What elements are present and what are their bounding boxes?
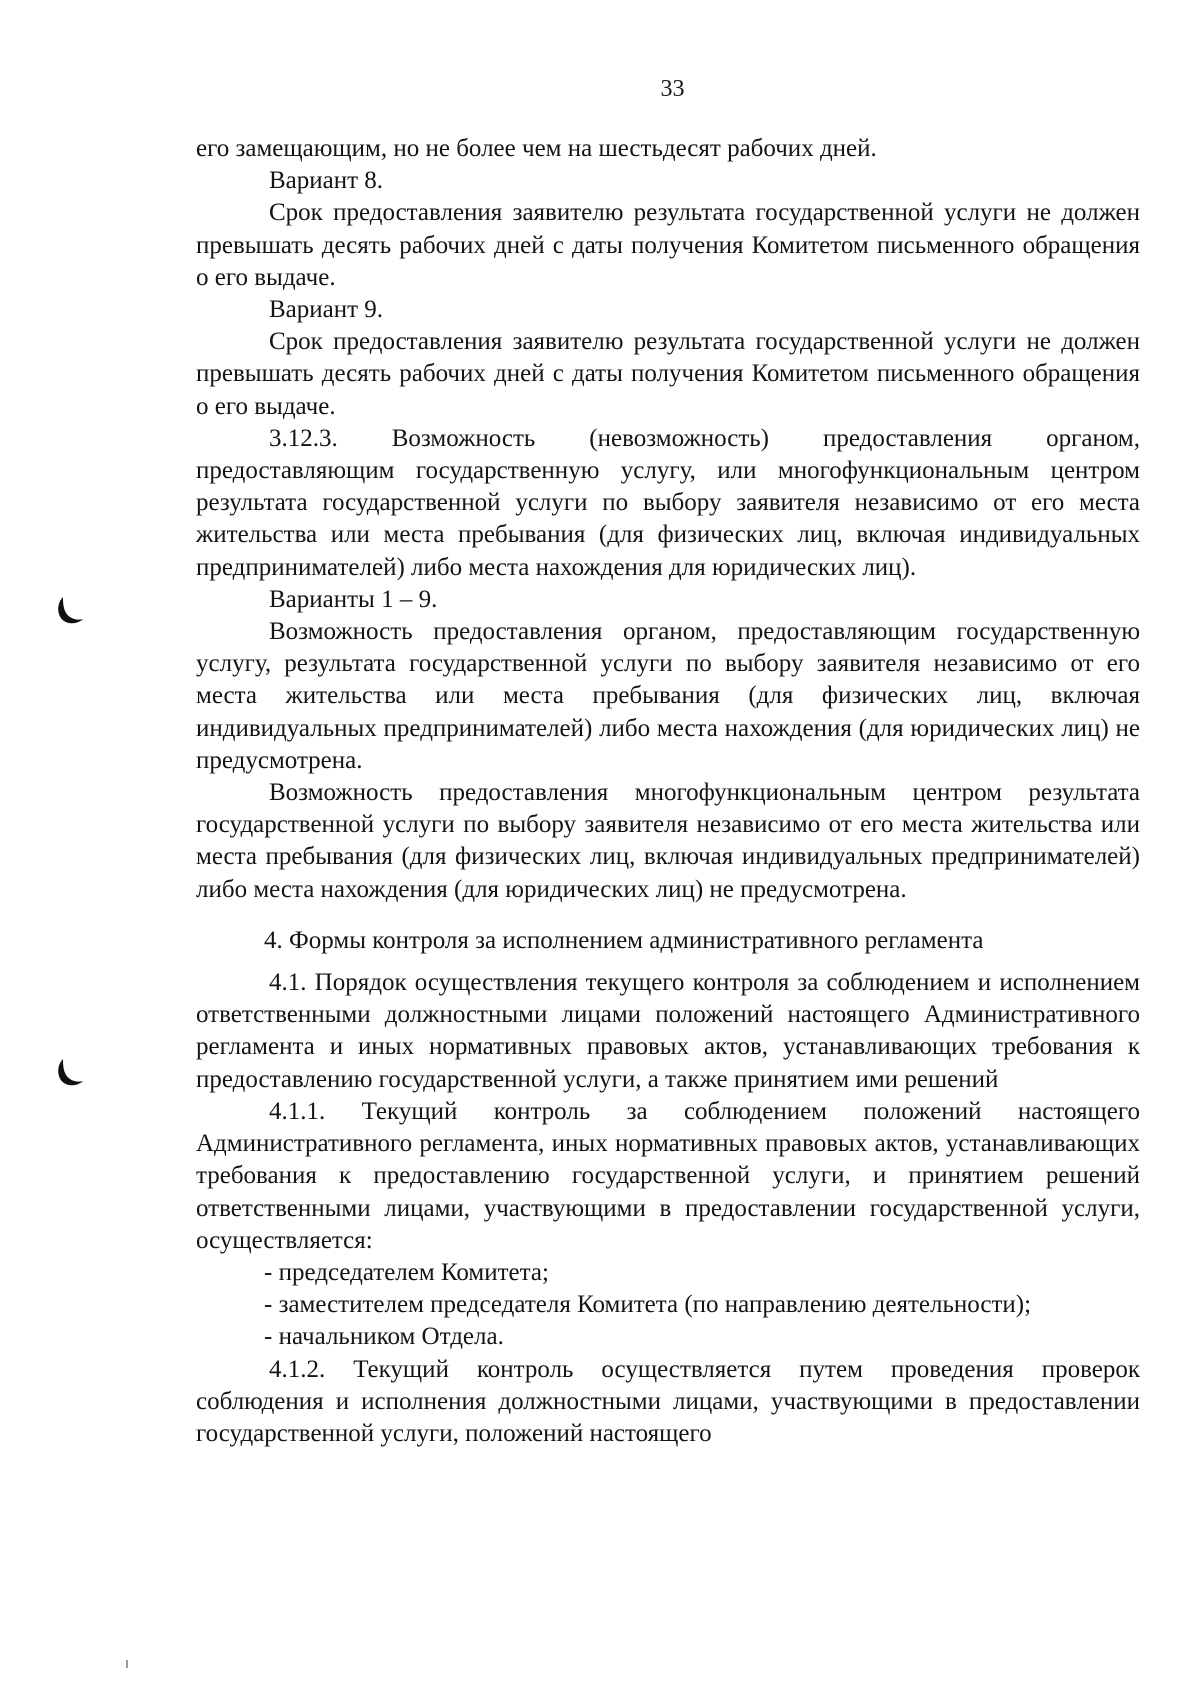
variant-label: Вариант 8. [269, 167, 384, 195]
paragraph-continuation: его замещающим, но не более чем на шестьдесят рабочих дней. [196, 135, 877, 162]
list-item: - заместителем председателя Комитета (по направлению деятельности); [264, 1291, 1032, 1319]
clause-4-1-2: 4.1.2. Текущий контроль осуществляется путем проведения проверок соблюдения и исполнения должностными лицами, участвующими в предоставлении государственной услуги, положений настоящего [196, 1355, 1140, 1447]
page-number: 33 [660, 76, 685, 102]
variant-label: Вариант 9. [269, 296, 384, 324]
paragraph: Возможность предоставления многофункциональным центром результата государственной услуги по выбору заявителя независимо от его места жительства или места пребывания (для физических лиц, включая индивидуальных предпринимателей) либо места нахождения (для юридических лиц) не предусмотрена. [196, 779, 1140, 903]
scan-speck [126, 1660, 128, 1668]
hole-punch-mark-icon [54, 596, 84, 626]
list-item: - начальником Отдела. [264, 1323, 504, 1351]
list-item: - председателем Комитета; [264, 1258, 549, 1286]
hole-punch-mark-icon [54, 1058, 84, 1088]
paragraph: Срок предоставления заявителю результата государственной услуги не должен превышать десять рабочих дней с даты получения Комитетом письменного обращения о его выдаче. [196, 328, 1140, 420]
paragraph: Возможность предоставления органом, предоставляющим государственную услугу, результата государственной услуги по выбору заявителя независимо от его места жительства или места пребывания (для физических лиц, включая индивидуальных предпринимателей) либо места нахождения (для юридических лиц) не предусмотрена. [196, 618, 1140, 774]
variants-label: Варианты 1 – 9. [269, 585, 438, 613]
paragraph: Срок предоставления заявителю результата государственной услуги не должен превышать десять рабочих дней с даты получения Комитетом письменного обращения о его выдаче. [196, 199, 1140, 291]
clause-3-12-3: 3.12.3. Возможность (невозможность) предоставления органом, предоставляющим государственную услугу, или многофункциональным центром результата государственной услуги по выбору заявителя независимо от его места жительства или места пребывания (для физических лиц, включая индивидуальных предпринимателей) либо места нахождения для юридических лиц). [196, 424, 1140, 581]
clause-4-1-1: 4.1.1. Текущий контроль за соблюдением положений настоящего Административного регламента, иных нормативных правовых актов, устанавливающих требования к предоставлению государственной услуги, и принятием решений ответственными лицами, участвующими в предоставлении государственной услуги, осуществляется: [196, 1097, 1140, 1254]
section-heading: 4. Формы контроля за исполнением административного регламента [264, 926, 984, 954]
document-body [196, 133, 1140, 1450]
clause-4-1: 4.1. Порядок осуществления текущего контроля за соблюдением и исполнением ответственными должностными лицами положений настоящего Административного регламента и иных нормативных правовых актов, устанавливающих требования к предоставлению государственной услуги, а также принятием ими решений [196, 969, 1140, 1093]
